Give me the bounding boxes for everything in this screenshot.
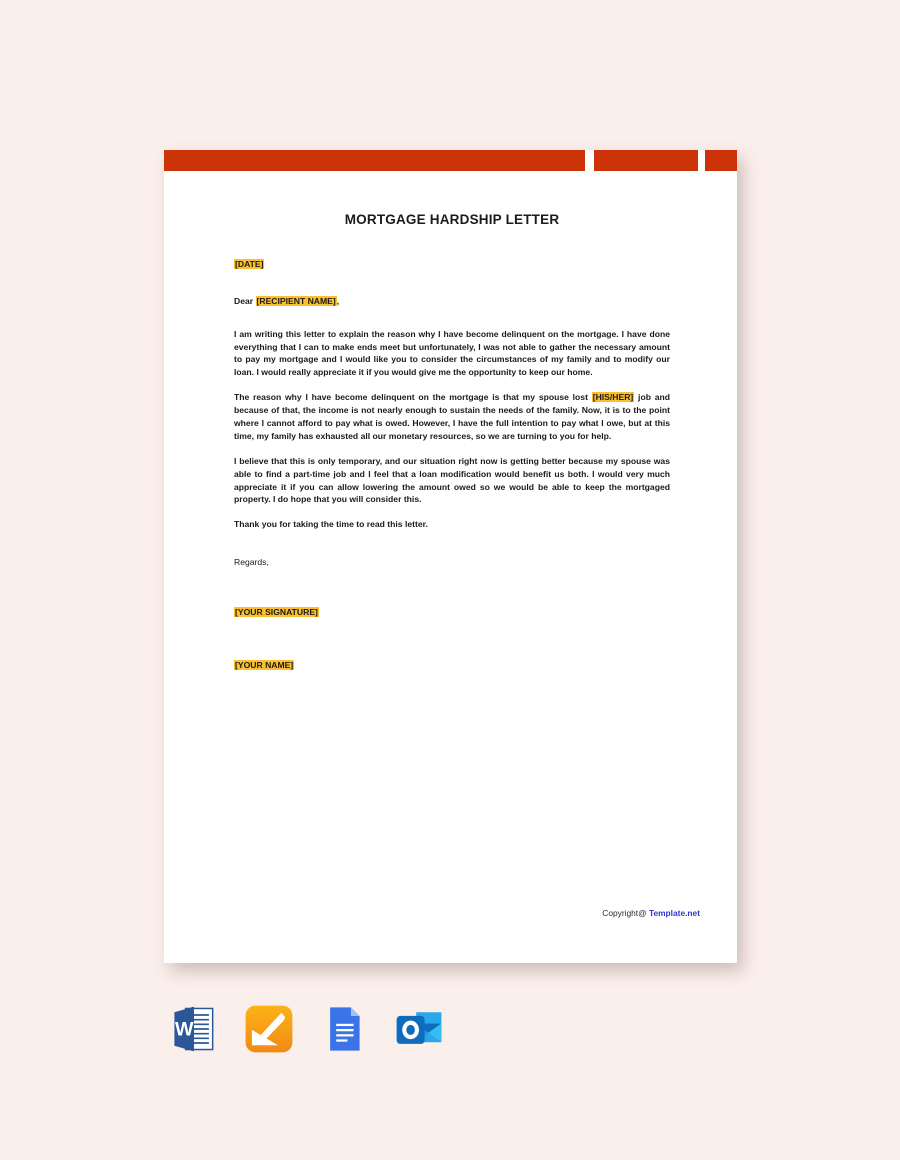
spacer [234, 506, 670, 518]
name-placeholder: [YOUR NAME] [235, 660, 294, 671]
paragraph-2 [234, 391, 670, 443]
svg-text:W: W [174, 1018, 194, 1041]
google-docs-icon[interactable] [314, 999, 374, 1059]
header-bar-secondary [594, 150, 698, 171]
paragraph-2-after: job and because of that, the income is not nearly enough to sustain the needs of the family. Now, it is to the point where I cannot afford to pay what is owed. However, I have the full intention to pay what I owe, but at this time, my family has exhausted all our monetary resources, so we are turning to you for help. [234, 392, 670, 441]
apple-pages-icon[interactable] [239, 999, 299, 1059]
date-placeholder: [DATE] [235, 259, 264, 269]
signature-placeholder: [YOUR SIGNATURE] [235, 607, 318, 618]
paragraph-4: Thank you for taking the time to read this letter. [234, 519, 428, 530]
name-field [234, 660, 670, 670]
spacer [234, 308, 670, 328]
spacer [234, 569, 670, 599]
date-field [234, 259, 670, 270]
letter-body [234, 212, 670, 679]
spacer [234, 531, 670, 557]
spacer [234, 270, 670, 296]
page-title: MORTGAGE HARDSHIP LETTER [344, 212, 560, 227]
header-bar-primary [164, 150, 585, 171]
closing-salutation: Regards, [234, 557, 269, 568]
salutation-prefix: Dear [234, 296, 256, 307]
app-format-icons [164, 998, 484, 1060]
template-net-link[interactable]: Template.net [648, 908, 700, 918]
recipient-placeholder: [RECIPIENT NAME] [256, 296, 336, 307]
header-bar-tertiary [705, 150, 737, 171]
salutation [234, 296, 670, 307]
spacer [234, 379, 670, 391]
header-bar-group [164, 150, 737, 171]
microsoft-outlook-icon[interactable] [389, 999, 449, 1059]
spacer [234, 443, 670, 455]
copyright-notice [602, 908, 700, 918]
paragraph-3: I believe that this is only temporary, and our situation right now is getting better because my spouse was able to find a part-time job and I feel that a loan modification would benefit us both. I would very much appreciate it if you can allow lowering the amount owed so we would be able to keep the mortgaged property. I do hope that you will consider this. [234, 455, 670, 505]
paragraph-1: I am writing this letter to explain the reason why I have become delinquent on the mortgage. I have done everything that I can to make ends meet but unfortunately, I was not able to gather the necessary amount to pay my mortgage and I would like you to consider the circumstances of my family and to modify our loan. I would really appreciate it if you would give me the opportunity to keep our home. [234, 328, 670, 378]
copyright-prefix: Copyright@ [602, 908, 649, 918]
microsoft-word-icon[interactable] [164, 999, 224, 1059]
spacer [234, 626, 670, 652]
paragraph-2-before: The reason why I have become delinquent on the mortgage is that my spouse lost [234, 392, 592, 403]
salutation-suffix: , [336, 296, 340, 307]
pronoun-placeholder: [HIS/HER] [592, 392, 634, 403]
document-page [164, 150, 737, 963]
signature-field [234, 607, 670, 617]
